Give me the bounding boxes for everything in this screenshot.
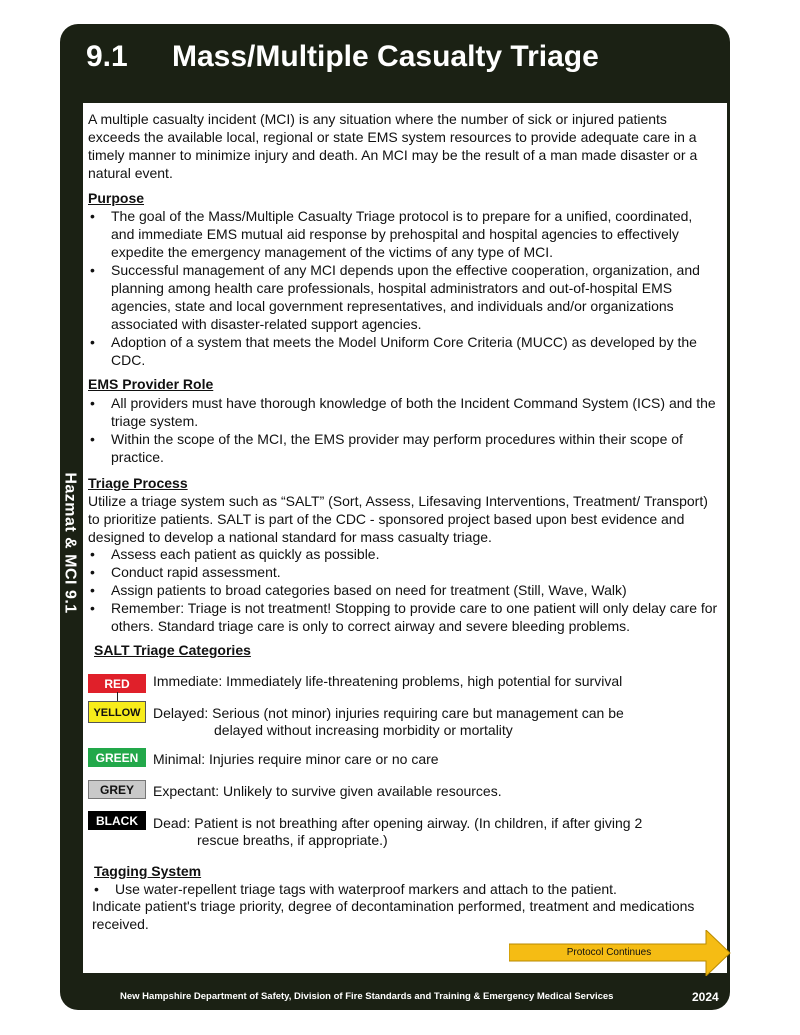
category-expectant xyxy=(153,783,693,800)
protocol-continues-arrow[interactable] xyxy=(509,930,731,976)
grey-tag: GREY xyxy=(88,780,146,799)
purpose-list xyxy=(88,207,718,369)
page-title: Mass/Multiple Casualty Triage xyxy=(172,40,599,73)
tagging-heading: Tagging System xyxy=(94,863,202,879)
list-item: • Conduct rapid assessment. xyxy=(88,563,718,581)
category-delayed xyxy=(153,705,693,739)
triage-process-text: Utilize a triage system such as “SALT” (Sort, Assess, Lifesaving Interventions, Treatment/ Transport) to prioritize patients. SALT is part of the CDC - sponsored project based upon best evidence and designed to develop a national standard for mass casualty triage. xyxy=(88,493,708,545)
yellow-tag: YELLOW xyxy=(88,701,146,723)
list-item: • Assess each patient as quickly as possible. xyxy=(88,545,718,563)
category-text-cont: rescue breaths, if appropriate.) xyxy=(197,832,388,848)
category-text: Immediate: Immediately life-threatening problems, high potential for survival xyxy=(153,673,623,689)
list-item: • Remember: Triage is not treatment! Stopping to provide care to one patient will only delay care for others. Standard triage care is only to correct airway and severe bleeding problems. xyxy=(88,599,718,635)
list-item: • The goal of the Mass/Multiple Casualty Triage protocol is to prepare for a unified, coordinated, and immediate EMS mutual aid response by prehospital and hospital agencies to effectively expedite the emergency management of the victims of any type of MCI. xyxy=(88,207,718,261)
red-tag: RED xyxy=(88,674,146,693)
list-item: • Use water-repellent triage tags with waterproof markers and attach to the patient. xyxy=(92,880,722,898)
category-immediate xyxy=(153,673,693,690)
list-item: • All providers must have thorough knowledge of both the Incident Command System (ICS) and the triage system. xyxy=(88,394,718,430)
side-tab-label: Hazmat & MCI 9.1 xyxy=(61,472,79,614)
category-text: Minimal: Injuries require minor care or no care xyxy=(153,751,439,767)
list-item: • Assign patients to broad categories based on need for treatment (Still, Wave, Walk) xyxy=(88,581,718,599)
black-tag: BLACK xyxy=(88,811,146,830)
tag-connector xyxy=(117,692,118,701)
side-tab xyxy=(58,458,80,633)
page-header xyxy=(60,24,730,92)
salt-heading: SALT Triage Categories xyxy=(94,642,251,658)
ems-role-list xyxy=(88,394,718,466)
tagging-list xyxy=(92,880,722,898)
purpose-heading: Purpose xyxy=(88,190,145,206)
category-text-cont: delayed without increasing morbidity or mortality xyxy=(214,722,513,738)
footer-department: New Hampshire Department of Safety, Division of Fire Standards and Training & Emergency Medical Services xyxy=(120,991,614,1002)
page-footer xyxy=(60,986,730,1010)
ems-role-heading: EMS Provider Role xyxy=(88,376,214,392)
category-text: Delayed: Serious (not minor) injuries requiring care but management can be xyxy=(153,705,624,721)
triage-process-heading: Triage Process xyxy=(88,475,188,491)
footer-year: 2024 xyxy=(692,990,719,1004)
triage-process-list xyxy=(88,545,718,635)
intro-text: A multiple casualty incident (MCI) is any situation where the number of sick or injured patients exceeds the available local, regional or state EMS system resources to provide adequate care in a timely manner to minimize injury and death. An MCI may be the result of a man made disaster or a natural event. xyxy=(88,111,698,181)
list-item: • Adoption of a system that meets the Model Uniform Core Criteria (MUCC) as developed by the CDC. xyxy=(88,333,718,369)
category-minimal xyxy=(153,751,693,768)
list-item: • Within the scope of the MCI, the EMS provider may perform procedures within their scope of practice. xyxy=(88,430,718,466)
protocol-number: 9.1 xyxy=(86,40,128,73)
tagging-text: Indicate patient's triage priority, degree of decontamination performed, treatment and medications received. xyxy=(92,898,695,932)
category-text: Expectant: Unlikely to survive given available resources. xyxy=(153,783,502,799)
protocol-continues-label: Protocol Continues xyxy=(566,947,652,958)
green-tag: GREEN xyxy=(88,748,146,767)
list-item: • Successful management of any MCI depends upon the effective cooperation, organization, and planning among health care professionals, hospital administrators and out-of-hospital EMS agencies, state and local government representatives, and individuals and/or organizations associated with disaster-related support agencies. xyxy=(88,261,718,333)
category-dead xyxy=(153,815,693,849)
category-text: Dead: Patient is not breathing after opening airway. (In children, if after giving 2 xyxy=(153,815,643,831)
